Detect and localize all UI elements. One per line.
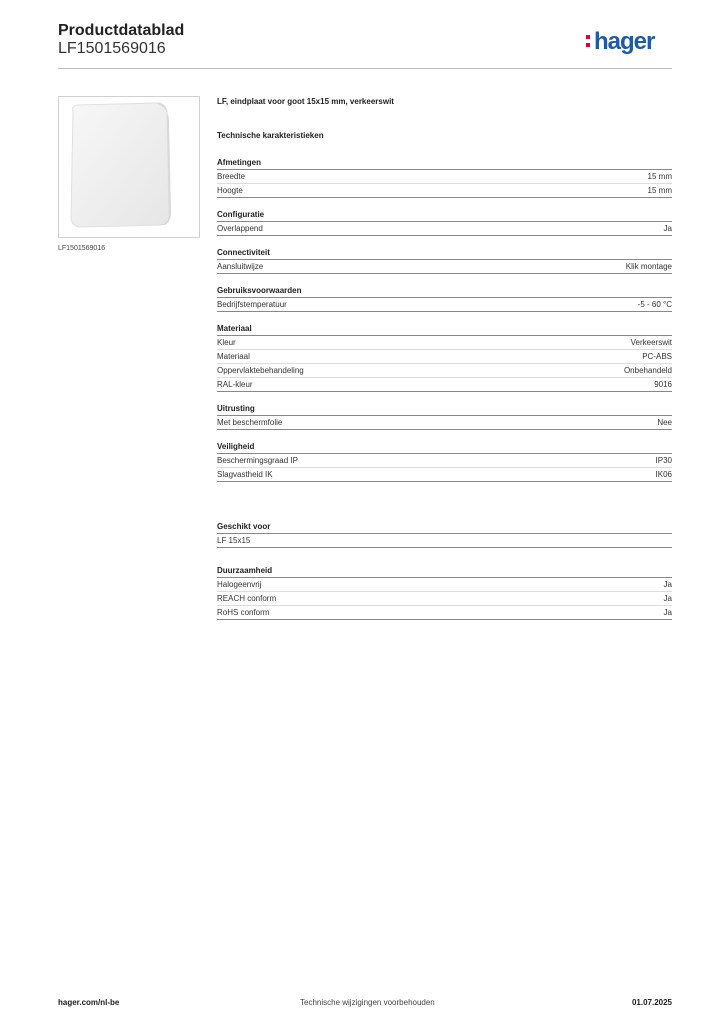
spec-label: Oppervlaktebehandeling (217, 366, 304, 375)
spec-value: Klik montage (625, 262, 672, 271)
section-title: Veiligheid (217, 440, 672, 454)
spec-label: RAL-kleur (217, 380, 253, 389)
spec-value: 9016 (654, 380, 672, 389)
spec-row (217, 336, 672, 350)
spec-label: Aansluitwijze (217, 262, 264, 271)
spec-row (217, 364, 672, 378)
footer-date: 01.07.2025 (631, 998, 672, 1007)
spec-row (217, 534, 672, 548)
spec-label: Bedrijfstemperatuur (217, 300, 287, 309)
spec-row (217, 350, 672, 364)
spec-label: RoHS conform (217, 608, 270, 617)
spec-row (217, 298, 672, 312)
spec-row (217, 260, 672, 274)
section-title: Gebruiksvoorwaarden (217, 284, 672, 298)
spec-value: 15 mm (647, 172, 672, 181)
spec-value: Onbehandeld (623, 366, 672, 375)
product-title: LF, eindplaat voor goot 15x15 mm, verkeerswit (217, 97, 394, 106)
suitable-section (217, 520, 672, 548)
spec-value: Ja (663, 608, 672, 617)
section-title: Duurzaamheid (217, 564, 672, 578)
logo-text: hager (594, 28, 655, 55)
spec-label: Slagvastheid IK (217, 470, 273, 479)
page-title: Productdatablad (58, 22, 185, 39)
spec-label: REACH conform (217, 594, 277, 603)
spec-label: Materiaal (217, 352, 250, 361)
spec-section (217, 246, 672, 274)
spec-section (217, 322, 672, 392)
section-title: Materiaal (217, 322, 672, 336)
spec-label: Overlappend (217, 224, 263, 233)
spec-value: IP30 (655, 456, 672, 465)
spec-value: Ja (663, 594, 672, 603)
section-title: Uitrusting (217, 402, 672, 416)
spec-row (217, 578, 672, 592)
spec-section (217, 402, 672, 430)
spec-value: Nee (657, 418, 672, 427)
section-title: Configuratie (217, 208, 672, 222)
spec-label: Hoogte (217, 186, 243, 195)
hager-logo (594, 28, 654, 56)
spec-label: Breedte (217, 172, 246, 181)
product-image (58, 96, 200, 238)
spec-row (217, 222, 672, 236)
spec-row (217, 592, 672, 606)
end-plate-icon (59, 97, 199, 237)
logo-dots-icon (586, 35, 590, 51)
spec-row (217, 606, 672, 620)
section-title: Connectiviteit (217, 246, 672, 260)
product-code: LF1501569016 (58, 40, 166, 57)
spec-row (217, 454, 672, 468)
sustainability-section (217, 564, 672, 620)
spec-value: Ja (663, 224, 672, 233)
footer-note: Technische wijzigingen voorbehouden (300, 998, 435, 1007)
spec-section (217, 284, 672, 312)
spec-value: 15 mm (647, 186, 672, 195)
spec-row (217, 378, 672, 392)
spec-sections (217, 156, 672, 482)
spec-row (217, 468, 672, 482)
spec-row (217, 170, 672, 184)
header-divider (58, 68, 672, 69)
spec-section (217, 440, 672, 482)
spec-value: PC-ABS (642, 352, 672, 361)
spec-label: Beschermingsgraad IP (217, 456, 298, 465)
spec-row (217, 184, 672, 198)
spec-section (217, 208, 672, 236)
spec-value: Verkeerswit (630, 338, 672, 347)
spec-label: LF 15x15 (217, 536, 251, 545)
spec-label: Kleur (217, 338, 236, 347)
spec-content (217, 96, 672, 620)
spec-value: IK06 (655, 470, 672, 479)
product-image-caption: LF1501569016 (58, 245, 106, 252)
spec-row (217, 416, 672, 430)
footer-website: hager.com/nl-be (58, 998, 120, 1007)
section-title: Geschikt voor (217, 520, 672, 534)
spec-label: Halogeenvrij (217, 580, 262, 589)
tech-heading: Technische karakteristieken (217, 131, 324, 140)
spec-value: Ja (663, 580, 672, 589)
section-title: Afmetingen (217, 156, 672, 170)
spec-label: Met beschermfolie (217, 418, 283, 427)
spec-value: -5 - 60 °C (637, 300, 672, 309)
spec-section (217, 156, 672, 198)
